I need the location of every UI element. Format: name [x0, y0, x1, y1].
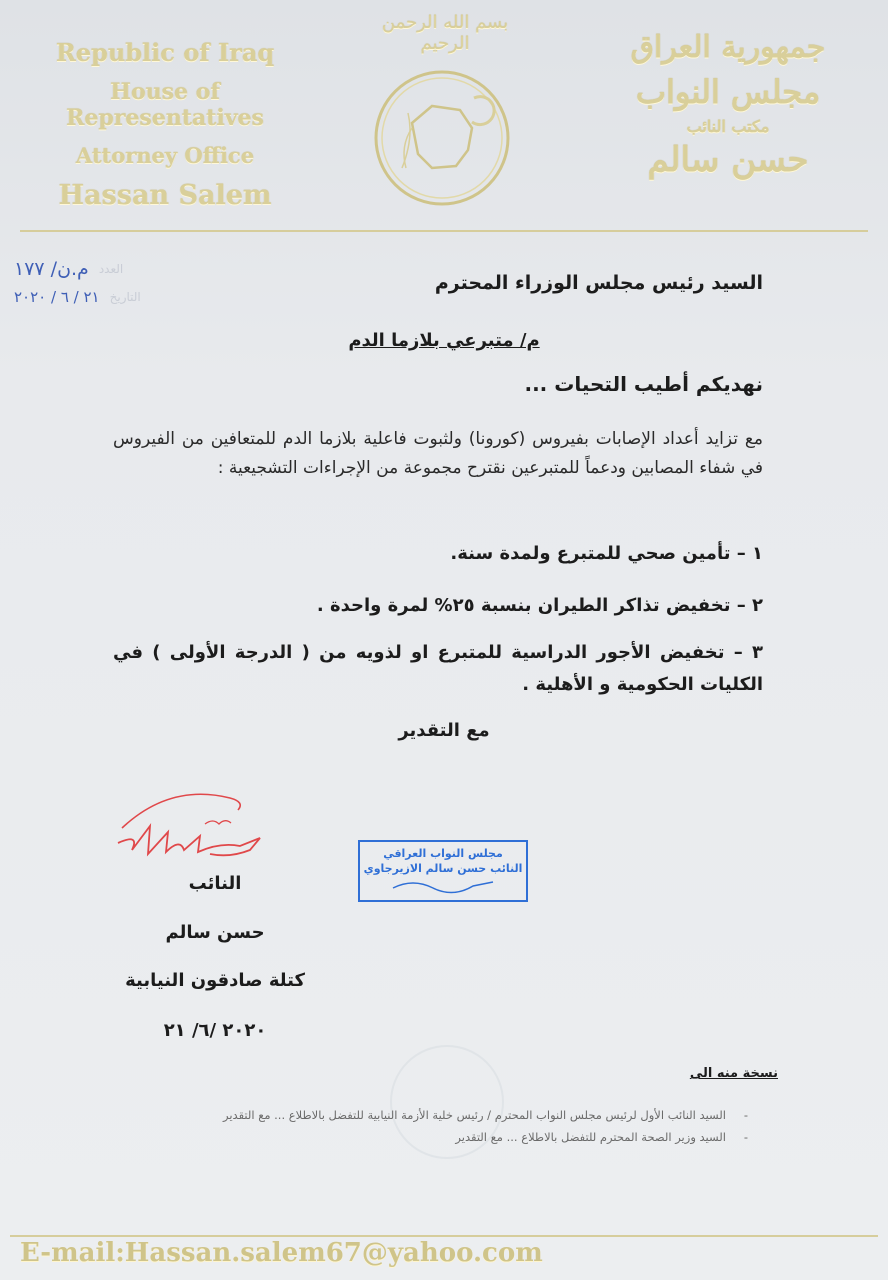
subject-text: م/ متبرعي بلازما الدم: [348, 330, 540, 351]
signatory-bloc: كتلة صادقون النيابية: [125, 970, 305, 991]
subject-line: [0, 330, 888, 351]
letterhead-en-line: Attorney Office: [75, 143, 255, 168]
copy-recipient: - السيد النائب الأول لرئيس مجلس النواب المحترم / رئيس خلية الأزمة النيابية للتفضل بالاطلاع ... مع التقدير: [108, 1105, 748, 1125]
proposal-item: ١ – تأمين صحي للمتبرع ولمدة سنة.: [450, 543, 763, 564]
english-letterhead: [30, 38, 300, 223]
signature-icon: [110, 788, 275, 868]
stamp-signature-icon: [383, 876, 503, 894]
reference-date: ٢١ / ٦ / ٢٠٢٠: [14, 288, 100, 306]
letterhead-ar-line: مجلس النواب: [635, 73, 821, 111]
basmala: بسم الله الرحمن الرحيم: [381, 12, 509, 54]
stamp-line: النائب حسن سالم الازيرجاوي: [363, 862, 523, 875]
signatory-name: حسن سالم: [165, 922, 265, 943]
greeting: نهديكم أطيب التحيات ...: [524, 372, 763, 396]
copies-title: نسخة منه الى: [689, 1066, 778, 1081]
copy-recipient: - السيد وزير الصحة المحترم للتفضل بالاطلاع ... مع التقدير: [108, 1127, 748, 1147]
footer-email: E-mail:Hassan.salem67@yahoo.com: [20, 1238, 543, 1268]
header-divider: [20, 230, 868, 232]
reference-number-label: العدد: [98, 262, 124, 276]
letterhead-en-line: Republic of Iraq: [55, 38, 275, 67]
letterhead-ar-line: مكتب النائب: [686, 117, 770, 136]
office-stamp: [358, 840, 528, 902]
letterhead-ar-line: جمهورية العراق: [630, 30, 826, 65]
copies-list: [108, 1105, 748, 1149]
proposal-item: ٣ – تخفيض الأجور الدراسية للمتبرع او لذويه من ( الدرجة الأولى ) في الكليات الحكومية و الأهلية .: [113, 642, 763, 695]
proposal-item: ٢ – تخفيض تذاكر الطيران بنسبة ٢٥% لمرة واحدة .: [316, 595, 763, 616]
arabic-letterhead: [613, 30, 843, 180]
signature-date: ٢٠٢٠ /٦/ ٢١: [163, 1020, 267, 1041]
body-paragraph: مع تزايد أعداد الإصابات بفيروس (كورونا) ولثبوت فاعلية بلازما الدم للمتعافين من الفيروس في شفاء المصابين ودعماً للمتبرعين نقترح مجموعة من الإجراءات التشجيعية :: [113, 429, 763, 478]
signatory-title: النائب: [188, 873, 242, 894]
reference-block: [14, 255, 184, 311]
reference-date-label: التاريخ: [109, 290, 141, 304]
letterhead-en-line: Hassan Salem: [58, 180, 272, 211]
parliament-emblem-icon: [372, 68, 512, 208]
closing-line: مع التقدير: [398, 720, 490, 741]
letterhead-en-line: House of Representatives: [66, 79, 264, 131]
letterhead-ar-line: حسن سالم: [647, 140, 809, 180]
addressee: السيد رئيس مجلس الوزراء المحترم: [434, 272, 763, 294]
reference-number: م.ن/ ١٧٧: [14, 258, 89, 280]
footer-divider: [10, 1235, 878, 1237]
stamp-line: مجلس النواب العراقي: [383, 847, 503, 860]
